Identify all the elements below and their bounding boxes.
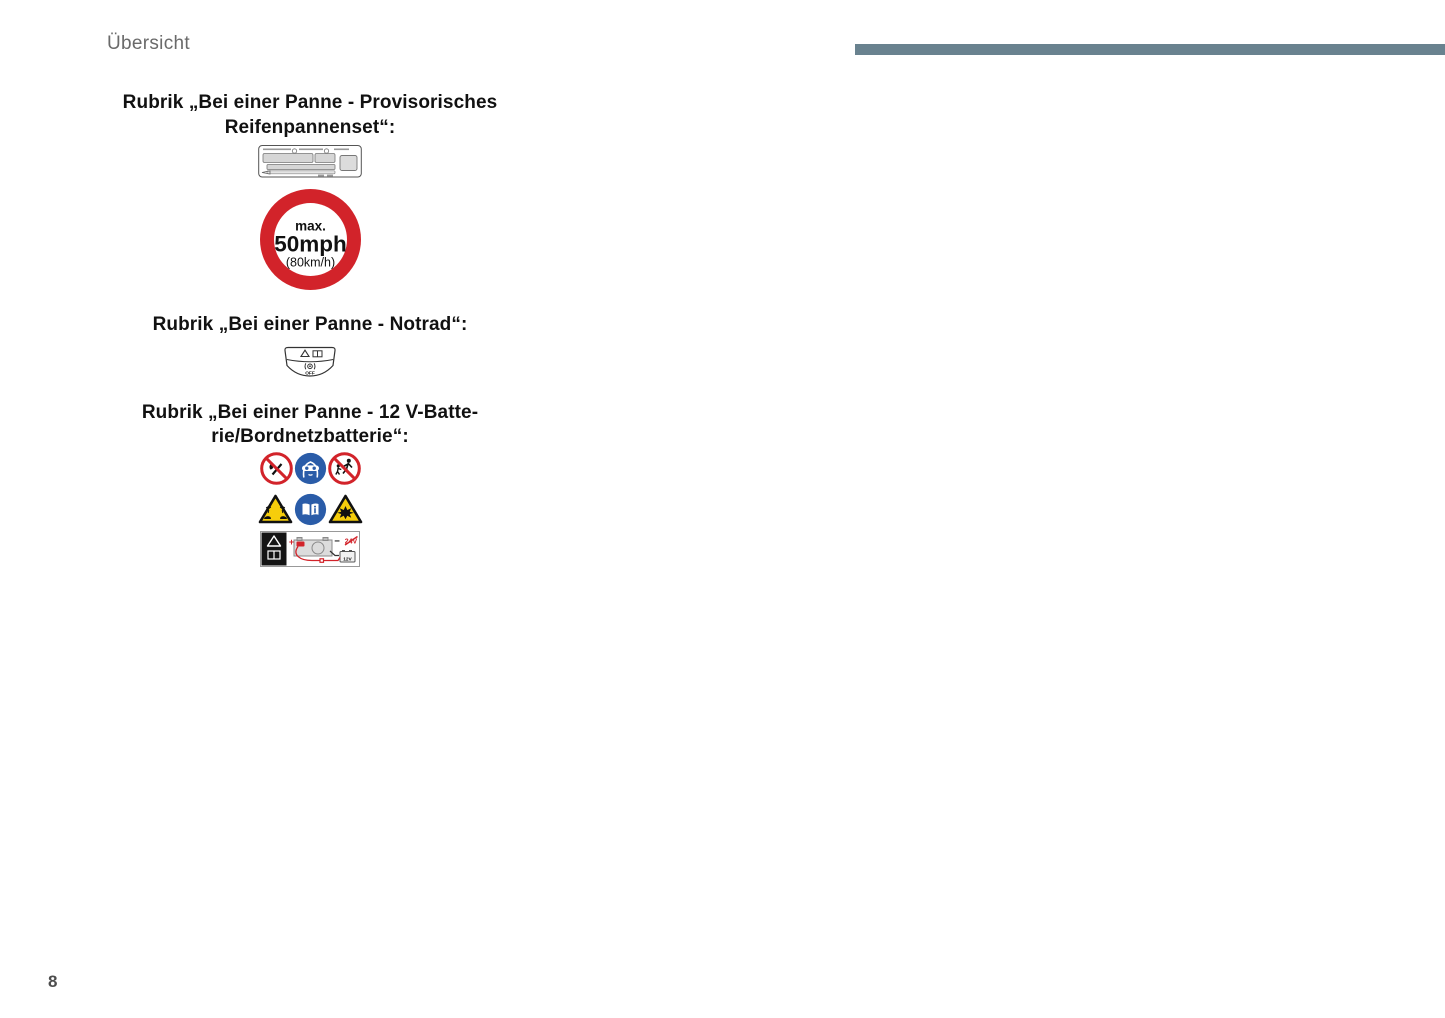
cable-connector <box>320 558 324 562</box>
max-speed-sign-graphic <box>259 188 362 291</box>
speed-sign-mph-text: 50mph <box>273 231 347 257</box>
tire-repair-kit-label-image <box>60 143 560 180</box>
battery-voltage-text: 12V <box>343 557 352 562</box>
wear-eye-protection-icon <box>294 452 327 485</box>
page-number: 8 <box>48 972 58 991</box>
heading-line: Rubrik „Bei einer Panne - 12 V-Batte- <box>141 401 479 423</box>
wrong-voltage-text: 24V <box>344 538 358 545</box>
spare-wheel-label-image <box>60 343 560 380</box>
heading-line: Reifenpannenset“: <box>224 116 396 138</box>
keep-children-away-icon <box>328 452 361 485</box>
minus-terminal-text: − <box>334 535 340 547</box>
warning-panel <box>262 532 287 565</box>
red-clamp <box>297 541 305 546</box>
plus-terminal-text: + <box>288 536 295 547</box>
explosion-hazard-warning-icon <box>328 493 363 525</box>
no-open-flames-icon <box>260 452 293 485</box>
tire-repair-kit-label-graphic <box>258 143 362 180</box>
heading-line: Rubrik „Bei einer Panne - Provisorisches <box>122 92 498 113</box>
heading-line: Rubrik „Bei einer Panne - Notrad“: <box>152 314 468 335</box>
content-column <box>60 0 560 567</box>
corrosive-acid-warning-icon <box>258 493 293 525</box>
jump-start-label-graphic <box>260 531 360 567</box>
off-text: OFF <box>305 370 315 376</box>
header-accent-bar <box>855 44 1445 55</box>
speed-sign-kmh-text: (80km/h) <box>285 255 335 270</box>
spare-wheel-label-graphic <box>283 343 337 380</box>
battery-pictogram-row-1 <box>60 452 560 485</box>
read-manual-icon <box>294 493 327 526</box>
battery-pictogram-row-2 <box>60 493 560 526</box>
section-heading-reifenpannenset <box>60 91 560 140</box>
jump-start-label-image <box>60 531 560 567</box>
max-speed-sign-image <box>60 188 560 291</box>
speed-sign-max-text: max. <box>294 218 326 234</box>
section-heading-notrad <box>60 313 560 338</box>
page-header-title: Übersicht <box>107 33 190 54</box>
heading-line: rie/Bordnetzbatterie“: <box>211 426 409 447</box>
vehicle-battery-glyph <box>294 537 332 556</box>
section-heading-batterie <box>60 401 560 450</box>
